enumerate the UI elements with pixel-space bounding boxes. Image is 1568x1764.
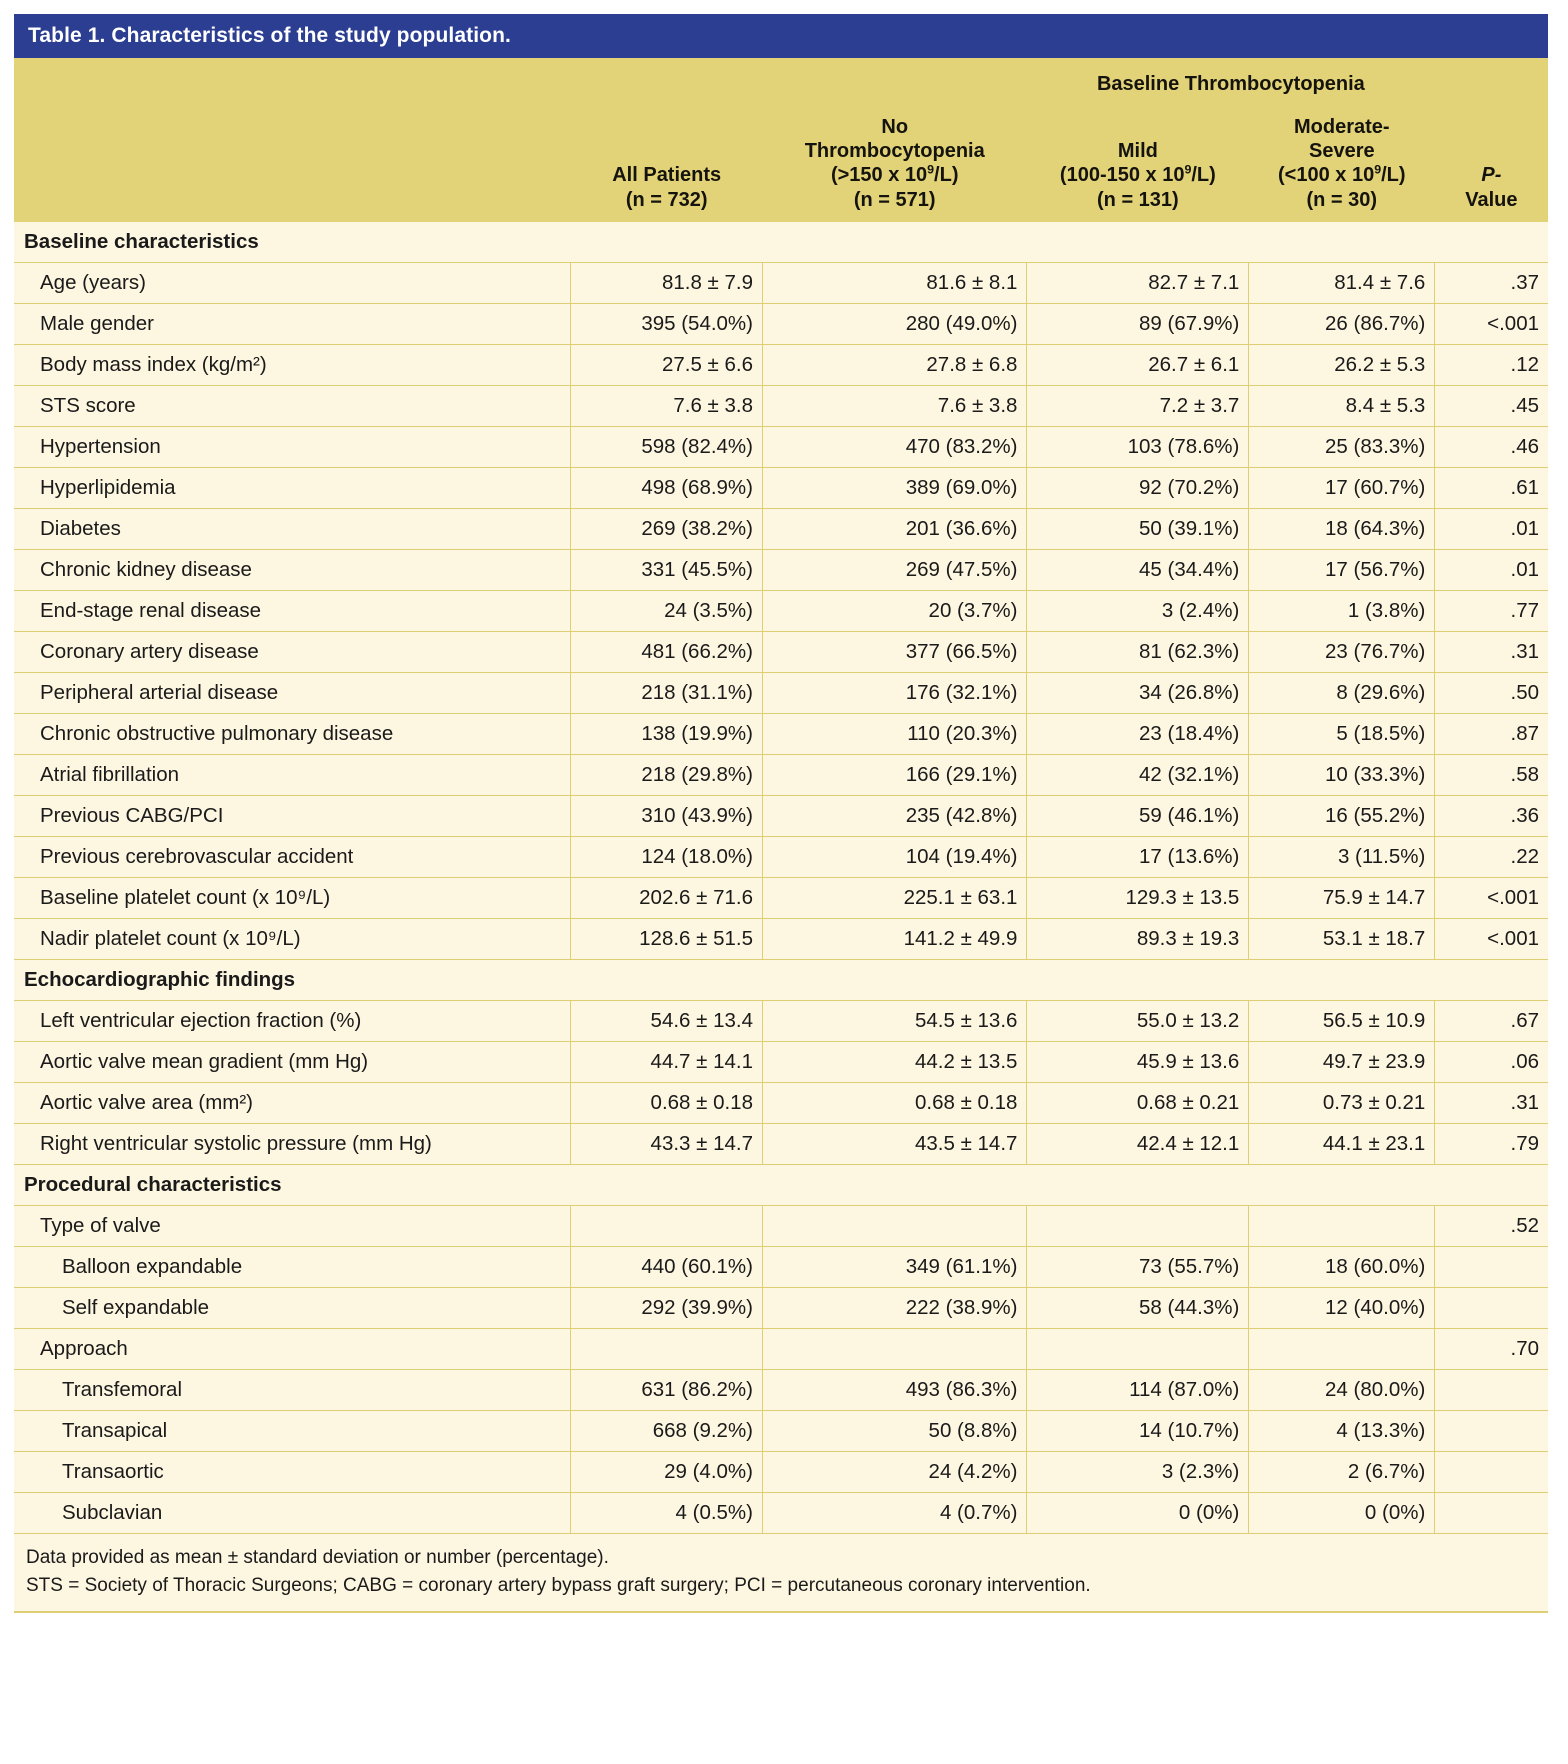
row-label: Chronic obstructive pulmonary disease [14,714,571,755]
cell-moderate_severe: 49.7 ± 23.9 [1249,1042,1435,1083]
cell-all: 44.7 ± 14.1 [571,1042,763,1083]
table-row [14,550,1548,591]
cell-mild: 82.7 ± 7.1 [1027,263,1249,304]
header-line: P- [1481,164,1502,187]
row-label: Male gender [14,304,571,345]
section-header-row [14,1165,1548,1206]
section-title: Echocardiographic findings [14,960,1548,1001]
table-row [14,304,1548,345]
cell-all: 440 (60.1%) [571,1247,763,1288]
cell-all: 0.68 ± 0.18 [571,1083,763,1124]
table-row [14,1247,1548,1288]
row-label: Aortic valve area (mm²) [14,1083,571,1124]
cell-mild: 58 (44.3%) [1027,1288,1249,1329]
section-title: Baseline characteristics [14,222,1548,263]
cell-moderate_severe: 24 (80.0%) [1249,1370,1435,1411]
table-row [14,1001,1548,1042]
cell-moderate_severe: 17 (60.7%) [1249,468,1435,509]
header-line: Severe [1308,140,1375,163]
cell-all: 138 (19.9%) [571,714,763,755]
cell-pvalue: .12 [1435,345,1548,386]
table-row [14,1206,1548,1247]
header-col-moderate-severe-detail [1249,111,1435,223]
cell-moderate_severe [1249,1329,1435,1370]
cell-no_thrombo: 44.2 ± 13.5 [763,1042,1027,1083]
cell-pvalue: .87 [1435,714,1548,755]
cell-moderate_severe: 26.2 ± 5.3 [1249,345,1435,386]
cell-moderate_severe: 26 (86.7%) [1249,304,1435,345]
cell-pvalue: .77 [1435,591,1548,632]
cell-no_thrombo: 54.5 ± 13.6 [763,1001,1027,1042]
table-row [14,1083,1548,1124]
table-row [14,1042,1548,1083]
cell-no_thrombo: 493 (86.3%) [763,1370,1027,1411]
row-label: Diabetes [14,509,571,550]
table-row [14,837,1548,878]
cell-pvalue [1435,1493,1548,1534]
header-line: Thrombocytopenia [804,140,985,163]
cell-no_thrombo: 50 (8.8%) [763,1411,1027,1452]
header-col-p-value [1435,111,1548,223]
cell-mild: 50 (39.1%) [1027,509,1249,550]
cell-no_thrombo: 104 (19.4%) [763,837,1027,878]
cell-moderate_severe: 8.4 ± 5.3 [1249,386,1435,427]
cell-mild: 45.9 ± 13.6 [1027,1042,1249,1083]
cell-no_thrombo [763,1206,1027,1247]
characteristics-table [14,58,1548,1534]
header-line: (>150 x $10^9/L$) [830,162,959,187]
cell-pvalue [1435,1370,1548,1411]
header-col-all-patients [571,111,763,223]
table-row [14,1493,1548,1534]
row-label: Chronic kidney disease [14,550,571,591]
cell-mild: 3 (2.3%) [1027,1452,1249,1493]
header-line: (n = 571) [853,188,936,211]
cell-pvalue: .45 [1435,386,1548,427]
cell-all: 481 (66.2%) [571,632,763,673]
table-row [14,468,1548,509]
cell-mild: 42.4 ± 12.1 [1027,1124,1249,1165]
cell-no_thrombo: 280 (49.0%) [763,304,1027,345]
row-label: Hypertension [14,427,571,468]
footnote-line: Data provided as mean ± standard deviation or number (percentage). [26,1547,609,1569]
cell-all: 29 (4.0%) [571,1452,763,1493]
table-row [14,1452,1548,1493]
header-line: Value [1465,188,1518,211]
table-row [14,386,1548,427]
section-title: Procedural characteristics [14,1165,1548,1206]
cell-all: 292 (39.9%) [571,1288,763,1329]
cell-pvalue: .01 [1435,509,1548,550]
cell-all: 668 (9.2%) [571,1411,763,1452]
cell-no_thrombo: 0.68 ± 0.18 [763,1083,1027,1124]
cell-all: 631 (86.2%) [571,1370,763,1411]
row-label: Approach [14,1329,571,1370]
cell-all: 27.5 ± 6.6 [571,345,763,386]
cell-no_thrombo: 81.6 ± 8.1 [763,263,1027,304]
cell-all: 24 (3.5%) [571,591,763,632]
cell-no_thrombo [763,1329,1027,1370]
cell-pvalue: .79 [1435,1124,1548,1165]
cell-all: 498 (68.9%) [571,468,763,509]
row-label: Hyperlipidemia [14,468,571,509]
cell-pvalue: <.001 [1435,304,1548,345]
cell-mild: 92 (70.2%) [1027,468,1249,509]
cell-mild: 73 (55.7%) [1027,1247,1249,1288]
cell-mild: 89 (67.9%) [1027,304,1249,345]
cell-pvalue [1435,1288,1548,1329]
cell-all: 43.3 ± 14.7 [571,1124,763,1165]
cell-mild [1027,1329,1249,1370]
table-row [14,591,1548,632]
header-line: (<100 x $10^9/L$) [1278,162,1406,187]
cell-pvalue: .58 [1435,755,1548,796]
cell-no_thrombo: 201 (36.6%) [763,509,1027,550]
table-row [14,1411,1548,1452]
row-label: Age (years) [14,263,571,304]
cell-all: 54.6 ± 13.4 [571,1001,763,1042]
cell-mild: 129.3 ± 13.5 [1027,878,1249,919]
table-row [14,755,1548,796]
table-row [14,1329,1548,1370]
cell-no_thrombo: 222 (38.9%) [763,1288,1027,1329]
cell-mild: 55.0 ± 13.2 [1027,1001,1249,1042]
cell-mild: 7.2 ± 3.7 [1027,386,1249,427]
cell-all: 202.6 ± 71.6 [571,878,763,919]
cell-all: 128.6 ± 51.5 [571,919,763,960]
cell-mild: 114 (87.0%) [1027,1370,1249,1411]
row-label: Self expandable [14,1288,571,1329]
cell-moderate_severe: 44.1 ± 23.1 [1249,1124,1435,1165]
cell-no_thrombo: 349 (61.1%) [763,1247,1027,1288]
header-col-no-thrombocytopenia [763,111,1027,223]
row-label: Previous cerebrovascular accident [14,837,571,878]
cell-mild: 34 (26.8%) [1027,673,1249,714]
cell-moderate_severe: 0.73 ± 0.21 [1249,1083,1435,1124]
cell-pvalue: .70 [1435,1329,1548,1370]
header-line: No [881,115,909,138]
table-row [14,878,1548,919]
cell-moderate_severe: 1 (3.8%) [1249,591,1435,632]
cell-moderate_severe: 25 (83.3%) [1249,427,1435,468]
header-group-baseline-thrombocytopenia: Baseline Thrombocytopenia [1027,58,1435,96]
cell-mild: 23 (18.4%) [1027,714,1249,755]
section-header-row [14,222,1548,263]
cell-mild: 17 (13.6%) [1027,837,1249,878]
header-col-moderate-severe [1249,97,1435,111]
header-line: (100-150 x $10^9/L$) [1059,162,1216,187]
cell-pvalue [1435,1452,1548,1493]
row-label: Baseline platelet count (x 10⁹/L) [14,878,571,919]
header-spacer-p [1435,58,1548,110]
table-row [14,1124,1548,1165]
cell-all: 331 (45.5%) [571,550,763,591]
cell-pvalue: .06 [1435,1042,1548,1083]
cell-no_thrombo: 4 (0.7%) [763,1493,1027,1534]
cell-moderate_severe: 53.1 ± 18.7 [1249,919,1435,960]
row-label: Balloon expandable [14,1247,571,1288]
header-line: (n = 131) [1097,188,1179,211]
cell-mild: 81 (62.3%) [1027,632,1249,673]
cell-no_thrombo: 27.8 ± 6.8 [763,345,1027,386]
cell-all: 81.8 ± 7.9 [571,263,763,304]
cell-mild: 103 (78.6%) [1027,427,1249,468]
table-row [14,714,1548,755]
table-row [14,509,1548,550]
table-row [14,796,1548,837]
cell-all: 395 (54.0%) [571,304,763,345]
cell-moderate_severe: 75.9 ± 14.7 [1249,878,1435,919]
cell-pvalue: .01 [1435,550,1548,591]
cell-pvalue [1435,1247,1548,1288]
header-col-mild [1027,97,1249,111]
cell-moderate_severe: 12 (40.0%) [1249,1288,1435,1329]
cell-all: 310 (43.9%) [571,796,763,837]
row-label: Type of valve [14,1206,571,1247]
row-label: Subclavian [14,1493,571,1534]
cell-pvalue: <.001 [1435,878,1548,919]
cell-no_thrombo: 176 (32.1%) [763,673,1027,714]
header-line: Mild [1117,140,1158,163]
cell-no_thrombo: 389 (69.0%) [763,468,1027,509]
cell-moderate_severe: 17 (56.7%) [1249,550,1435,591]
header-line: All Patients [612,164,722,187]
cell-no_thrombo: 166 (29.1%) [763,755,1027,796]
table-row [14,632,1548,673]
header-col-mild-detail [1027,111,1249,223]
row-label: Peripheral arterial disease [14,673,571,714]
header-line: (n = 30) [1306,188,1378,211]
cell-mild: 0.68 ± 0.21 [1027,1083,1249,1124]
cell-pvalue: .52 [1435,1206,1548,1247]
cell-mild: 3 (2.4%) [1027,591,1249,632]
cell-all: 598 (82.4%) [571,427,763,468]
row-label: Nadir platelet count (x 10⁹/L) [14,919,571,960]
cell-all [571,1329,763,1370]
cell-pvalue: .36 [1435,796,1548,837]
cell-pvalue: .46 [1435,427,1548,468]
cell-moderate_severe: 4 (13.3%) [1249,1411,1435,1452]
cell-moderate_severe: 18 (60.0%) [1249,1247,1435,1288]
cell-pvalue: <.001 [1435,919,1548,960]
table-body [14,222,1548,1534]
row-label: Aortic valve mean gradient (mm Hg) [14,1042,571,1083]
row-label: Coronary artery disease [14,632,571,673]
cell-moderate_severe: 3 (11.5%) [1249,837,1435,878]
row-label: End-stage renal disease [14,591,571,632]
cell-mild [1027,1206,1249,1247]
cell-moderate_severe: 56.5 ± 10.9 [1249,1001,1435,1042]
cell-mild: 14 (10.7%) [1027,1411,1249,1452]
header-line: Moderate- [1294,115,1390,138]
cell-moderate_severe: 23 (76.7%) [1249,632,1435,673]
cell-no_thrombo: 225.1 ± 63.1 [763,878,1027,919]
cell-all: 4 (0.5%) [571,1493,763,1534]
cell-moderate_severe: 18 (64.3%) [1249,509,1435,550]
cell-moderate_severe: 16 (55.2%) [1249,796,1435,837]
table-row [14,919,1548,960]
cell-moderate_severe: 5 (18.5%) [1249,714,1435,755]
row-label: Transaortic [14,1452,571,1493]
cell-pvalue: .61 [1435,468,1548,509]
cell-no_thrombo: 377 (66.5%) [763,632,1027,673]
cell-all: 7.6 ± 3.8 [571,386,763,427]
cell-mild: 89.3 ± 19.3 [1027,919,1249,960]
table-row [14,1288,1548,1329]
cell-moderate_severe [1249,1206,1435,1247]
header-spacer-all [571,58,763,110]
row-label: Transapical [14,1411,571,1452]
cell-no_thrombo: 7.6 ± 3.8 [763,386,1027,427]
cell-all: 269 (38.2%) [571,509,763,550]
row-label: Transfemoral [14,1370,571,1411]
cell-moderate_severe: 81.4 ± 7.6 [1249,263,1435,304]
cell-moderate_severe: 8 (29.6%) [1249,673,1435,714]
cell-pvalue [1435,1411,1548,1452]
cell-all: 124 (18.0%) [571,837,763,878]
table-row [14,345,1548,386]
section-header-row [14,960,1548,1001]
cell-all: 218 (31.1%) [571,673,763,714]
cell-pvalue: .31 [1435,1083,1548,1124]
header-col-characteristic [14,111,571,223]
table-row [14,1370,1548,1411]
cell-no_thrombo: 269 (47.5%) [763,550,1027,591]
cell-pvalue: .37 [1435,263,1548,304]
row-label: Atrial fibrillation [14,755,571,796]
cell-no_thrombo: 141.2 ± 49.9 [763,919,1027,960]
cell-mild: 0 (0%) [1027,1493,1249,1534]
table-row [14,263,1548,304]
row-label: Right ventricular systolic pressure (mm Hg) [14,1124,571,1165]
cell-mild: 26.7 ± 6.1 [1027,345,1249,386]
cell-no_thrombo: 235 (42.8%) [763,796,1027,837]
footnote-line: STS = Society of Thoracic Surgeons; CABG = coronary artery bypass graft surgery; PCI = percutaneous coronary intervention. [26,1574,1091,1596]
cell-no_thrombo: 110 (20.3%) [763,714,1027,755]
table-header [14,58,1548,222]
cell-no_thrombo: 470 (83.2%) [763,427,1027,468]
header-line: (n = 732) [625,188,708,211]
row-label: Body mass index (kg/m²) [14,345,571,386]
header-spacer-no [763,58,1027,110]
cell-pvalue: .22 [1435,837,1548,878]
row-label: Previous CABG/PCI [14,796,571,837]
cell-no_thrombo: 43.5 ± 14.7 [763,1124,1027,1165]
cell-moderate_severe: 2 (6.7%) [1249,1452,1435,1493]
cell-moderate_severe: 0 (0%) [1249,1493,1435,1534]
cell-pvalue: .31 [1435,632,1548,673]
row-label: Left ventricular ejection fraction (%) [14,1001,571,1042]
cell-mild: 45 (34.4%) [1027,550,1249,591]
table-row [14,427,1548,468]
cell-all: 218 (29.8%) [571,755,763,796]
cell-no_thrombo: 20 (3.7%) [763,591,1027,632]
cell-moderate_severe: 10 (33.3%) [1249,755,1435,796]
table-footnote [14,1534,1548,1613]
cell-pvalue: .50 [1435,673,1548,714]
header-blank-corner [14,58,571,110]
cell-no_thrombo: 24 (4.2%) [763,1452,1027,1493]
table-row [14,673,1548,714]
table-title: Table 1. Characteristics of the study population. [14,14,1548,58]
cell-mild: 59 (46.1%) [1027,796,1249,837]
cell-all [571,1206,763,1247]
cell-pvalue: .67 [1435,1001,1548,1042]
row-label: STS score [14,386,571,427]
cell-mild: 42 (32.1%) [1027,755,1249,796]
